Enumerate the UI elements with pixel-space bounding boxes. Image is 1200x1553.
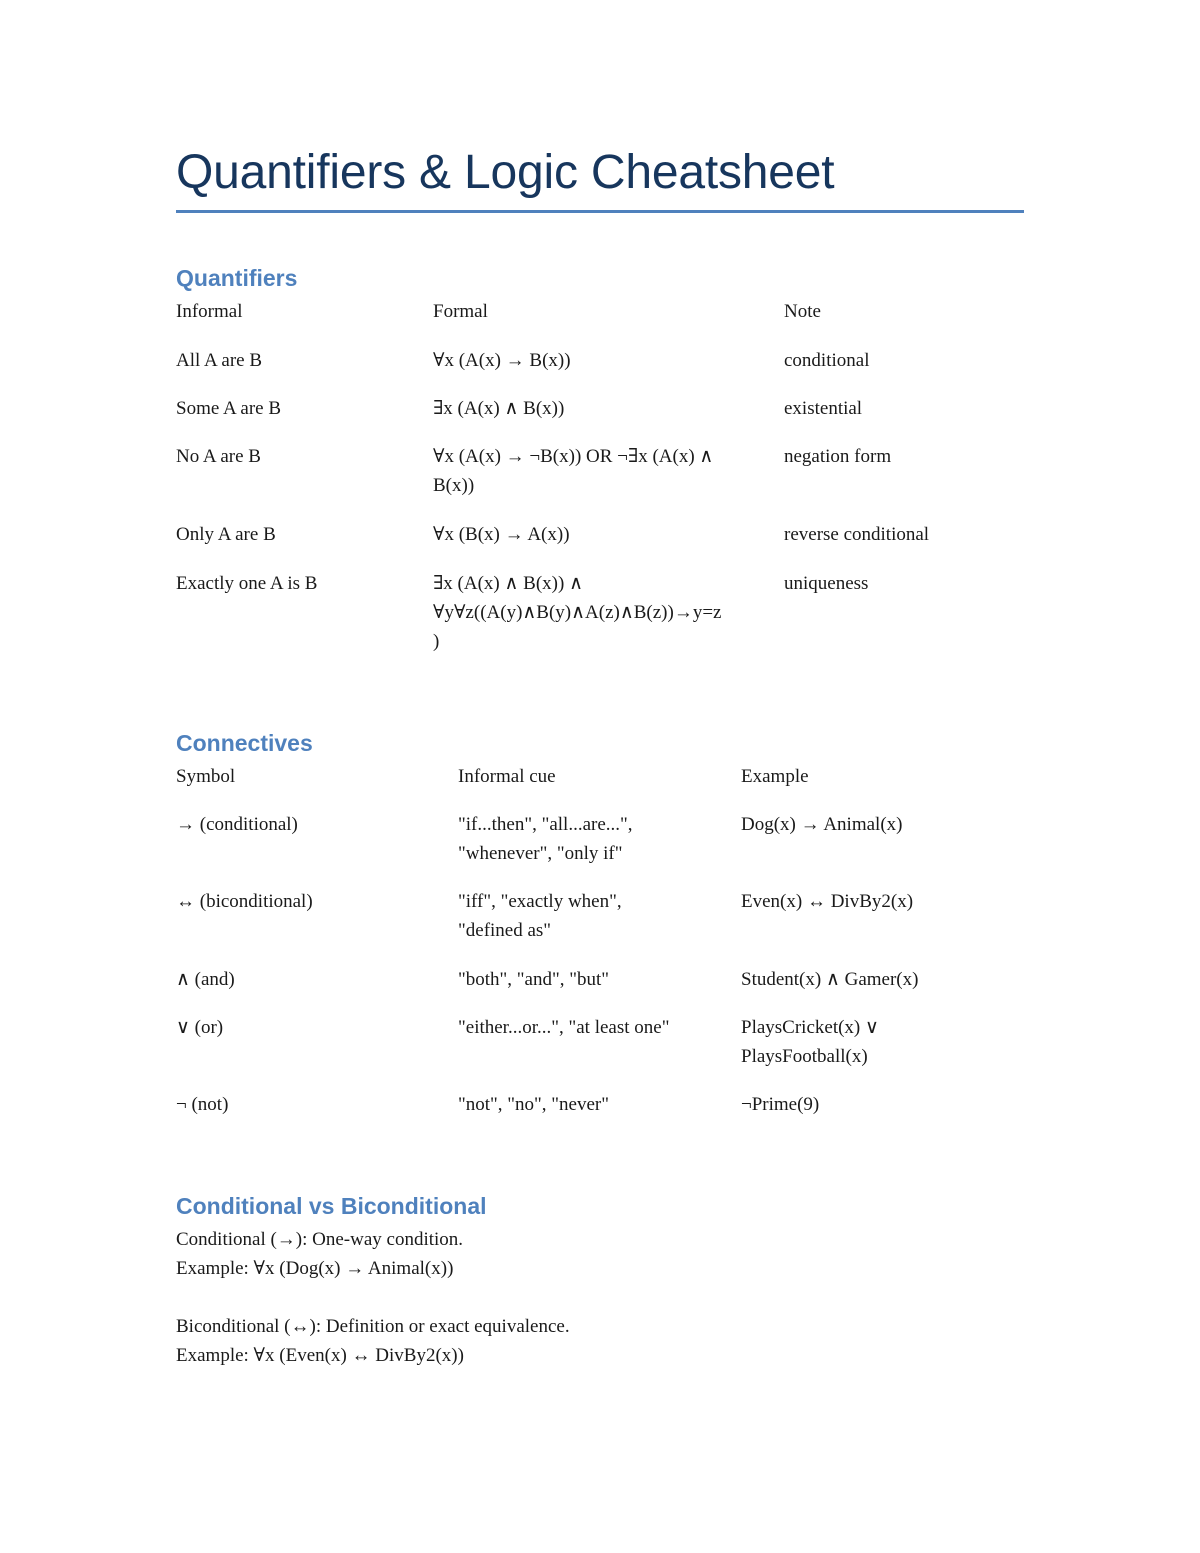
cue-cell: "both", "and", "but" (458, 969, 610, 990)
header-symbol: Symbol (176, 766, 236, 787)
conditional-example: Example: ∀x (Dog(x) → Animal(x)) (176, 1258, 454, 1279)
cond-vs-bicond-section (176, 1191, 1024, 1370)
symbol-cell: ¬ (not) (176, 1094, 229, 1115)
informal-cell: No A are B (176, 446, 261, 467)
table-row (176, 887, 1024, 945)
example-cell: Student(x) ∧ Gamer(x) (741, 969, 919, 990)
formal-cell-line: B(x)) (433, 475, 475, 496)
table-row (176, 394, 1024, 423)
note-cell: conditional (784, 350, 870, 371)
note-cell: negation form (784, 446, 892, 467)
formal-cell-line: ∃x (A(x) ∧ B(x)) ∧ (433, 573, 583, 594)
note-cell: reverse conditional (784, 524, 930, 545)
example-cell: ¬Prime(9) (741, 1094, 820, 1115)
quantifiers-table (176, 297, 1024, 656)
quantifiers-heading: Quantifiers (176, 265, 298, 291)
header-formal: Formal (433, 301, 488, 322)
table-row (176, 1013, 1024, 1071)
header-example: Example (741, 766, 809, 787)
connectives-heading: Connectives (176, 730, 313, 756)
formal-cell: ∀x (B(x) → A(x)) (433, 524, 570, 545)
example-cell: Dog(x) → Animal(x) (741, 814, 903, 835)
cond-vs-bicond-heading: Conditional vs Biconditional (176, 1193, 487, 1219)
formal-cell-line: ∀x (A(x) → ¬B(x)) OR ¬∃x (A(x) ∧ (433, 446, 714, 467)
quantifiers-section (176, 263, 1024, 656)
symbol-cell: → (conditional) (176, 814, 298, 835)
formal-cell: ∀x (A(x) → B(x)) (433, 350, 571, 371)
header-note: Note (784, 301, 821, 322)
example-cell: Even(x) ↔ DivBy2(x) (741, 891, 914, 912)
page-title: Quantifiers & Logic Cheatsheet (176, 146, 835, 199)
table-header-row (176, 297, 1024, 326)
table-row (176, 520, 1024, 549)
connectives-table (176, 762, 1024, 1119)
example-cell-line: PlaysCricket(x) ∨ (741, 1017, 879, 1038)
informal-cell: Some A are B (176, 398, 282, 419)
connectives-section (176, 728, 1024, 1119)
biconditional-description: Biconditional (↔): Definition or exact equivalence. (176, 1316, 570, 1337)
table-row (176, 965, 1024, 994)
title-underline (176, 210, 1024, 213)
header-informal-cue: Informal cue (458, 766, 556, 787)
informal-cell: Exactly one A is B (176, 573, 318, 594)
informal-cell: Only A are B (176, 524, 276, 545)
formal-cell: ∃x (A(x) ∧ B(x)) (433, 398, 565, 419)
table-row (176, 810, 1024, 868)
biconditional-example: Example: ∀x (Even(x) ↔ DivBy2(x)) (176, 1345, 464, 1366)
table-row (176, 569, 1024, 656)
header-informal: Informal (176, 301, 243, 322)
table-row (176, 346, 1024, 375)
note-cell: uniqueness (784, 573, 869, 594)
example-cell-line: PlaysFootball(x) (741, 1046, 868, 1067)
table-header-row (176, 762, 1024, 791)
informal-cell: All A are B (176, 350, 263, 371)
table-row (176, 442, 1024, 500)
cue-cell-line: "defined as" (458, 920, 552, 941)
formal-cell-line: ∀y∀z((A(y)∧B(y)∧A(z)∧B(z))→y=z (433, 602, 722, 623)
symbol-cell: ∨ (or) (176, 1017, 224, 1038)
symbol-cell: ∧ (and) (176, 969, 235, 990)
symbol-cell: ↔ (biconditional) (176, 891, 313, 912)
cue-cell-line: "if...then", "all...are...", (458, 814, 633, 835)
cue-cell: "either...or...", "at least one" (458, 1017, 670, 1038)
cue-cell: "not", "no", "never" (458, 1094, 610, 1115)
cue-cell-line: "iff", "exactly when", (458, 891, 622, 912)
table-row (176, 1090, 1024, 1119)
formal-cell-line: ) (433, 631, 440, 652)
note-cell: existential (784, 398, 863, 419)
cue-cell-line: "whenever", "only if" (458, 843, 623, 864)
conditional-description: Conditional (→): One-way condition. (176, 1229, 464, 1250)
